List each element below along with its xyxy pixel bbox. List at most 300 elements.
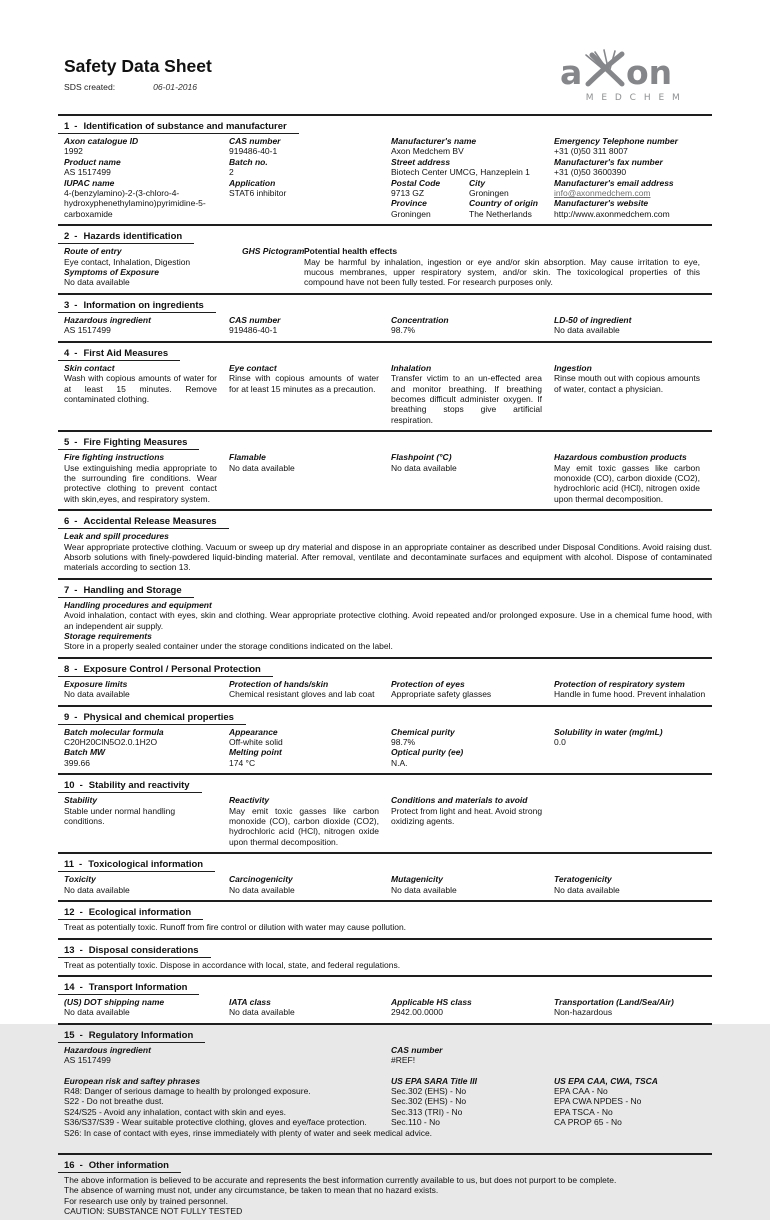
section-dash: - <box>74 347 78 359</box>
section-title-text: Information on ingredients <box>83 299 204 311</box>
field-label: Hazardous ingredient <box>64 1044 151 1055</box>
field-value: No data available <box>391 462 457 473</box>
section-title-text: Physical and chemical properties <box>83 711 234 723</box>
field-label: Applicable HS class <box>391 996 472 1007</box>
section-number: 12 <box>64 907 75 919</box>
field-value: 0.0 <box>554 737 566 748</box>
field-label: Product name <box>64 156 121 167</box>
epa-line: EPA CAA - No <box>554 1085 608 1096</box>
section-number: 16 <box>64 1159 75 1171</box>
section-dash: - <box>74 584 78 596</box>
column-batch <box>229 136 391 219</box>
field-value: Rinse mouth out with copious amounts of water, contact a physician. <box>554 373 700 394</box>
field-label: US EPA SARA Title III <box>391 1075 477 1086</box>
field-label: Hazardous ingredient <box>64 314 151 325</box>
field-label: LD-50 of ingredient <box>554 314 632 325</box>
field-protection-eyes <box>391 679 554 700</box>
field-value: 98.7% <box>391 737 416 748</box>
field-value: May emit toxic gasses like carbon monoxide (CO), carbon dioxide (CO2), hydrochloric acid (HCl), nitrogen oxide upon thermal decomposition. <box>229 805 379 847</box>
section-15-regulatory-information <box>58 1023 712 1141</box>
column-contact <box>554 136 712 219</box>
column-ghs-pictogram <box>242 246 304 288</box>
section-number: 5 <box>64 437 70 449</box>
field-value: 4-(benzylamino)-2-(3-chloro-4-hydroxyphenethylamino)pyrimidine-5-carboxamide <box>64 188 206 219</box>
row-postal-city <box>391 178 542 199</box>
section-body <box>58 1043 712 1141</box>
section-dash: - <box>74 437 78 449</box>
field-value: #REF! <box>391 1055 416 1066</box>
sara-line: Sec.313 (TRI) - No <box>391 1106 463 1117</box>
section-body <box>58 872 712 898</box>
field-label: Chemical purity <box>391 726 455 737</box>
field-toxicity <box>64 874 229 895</box>
field-fire-fighting-instructions <box>64 452 229 504</box>
section-body <box>58 677 712 703</box>
field-label: Carcinogenicity <box>229 874 293 885</box>
field-label: Flamable <box>229 452 266 463</box>
phrase-line: S26: In case of contact with eyes, rinse immediately with plenty of water and seek medical advice. <box>64 1127 433 1138</box>
section-text: Treat as potentially toxic. Dispose in accordance with local, state, and federal regulations. <box>64 959 401 970</box>
field-label: Street address <box>391 156 451 167</box>
phrase-line: R48: Danger of serious damage to health by prolonged exposure. <box>64 1085 311 1096</box>
section-title-text: Handling and Storage <box>83 584 182 596</box>
field-value: Handle in fume hood. Prevent inhalation <box>554 689 706 700</box>
axon-medchem-logo <box>558 48 710 109</box>
column-appearance-mp <box>229 727 391 769</box>
section-body <box>58 450 712 507</box>
disclaimer-line: The absence of warning must not, under any circumstance, be taken to mean that no hazard exists. <box>64 1185 439 1196</box>
field-value: Wash with copious amounts of water for at least 15 minutes. Remove contaminated clothing. <box>64 373 217 404</box>
section-5-fire-fighting-measures <box>58 430 712 507</box>
disclaimer-line: For research use only by trained personnel. <box>64 1195 228 1206</box>
field-fax-number <box>554 157 700 178</box>
section-title <box>58 982 199 995</box>
field-label: Batch no. <box>229 156 268 167</box>
field-label: Toxicity <box>64 874 96 885</box>
field-value: Chemical resistant gloves and lab coat <box>229 689 375 700</box>
section-title-text: Regulatory Information <box>88 1029 194 1041</box>
section-number: 11 <box>64 859 75 871</box>
column-health-effects <box>304 246 712 288</box>
field-value: Axon Medchem BV <box>391 146 464 157</box>
section-13-disposal-considerations <box>58 938 712 973</box>
field-label: Leak and spill procedures <box>64 531 169 542</box>
field-hs-class <box>391 997 554 1018</box>
phrase-line: S22 - Do not breathe dust. <box>64 1096 164 1107</box>
field-value: 399.66 <box>64 757 90 768</box>
logo-subtext: M E D C H E M <box>585 93 683 103</box>
field-label: (US) DOT shipping name <box>64 996 165 1007</box>
field-province <box>391 198 469 219</box>
section-title <box>58 907 203 920</box>
field-reactivity <box>229 795 391 847</box>
field-label: Application <box>229 177 276 188</box>
field-value: AS 1517499 <box>64 167 111 178</box>
column-solubility <box>554 727 712 769</box>
field-label: Protection of hands/skin <box>229 678 329 689</box>
field-ld50 <box>554 315 712 336</box>
field-value: Store in a properly sealed container under the storage conditions indicated on the label. <box>64 641 393 652</box>
section-1-identification <box>58 114 712 222</box>
section-title <box>58 300 216 313</box>
field-label: Melting point <box>229 747 282 758</box>
field-value: Biotech Center UMCG, Hanzeplein 1 <box>391 167 530 178</box>
sds-created-line <box>58 82 212 92</box>
section-title <box>58 437 199 450</box>
section-dash: - <box>74 516 78 528</box>
field-value: Use extinguishing media appropriate to the surrounding fire conditions. Wear protective clothing to prevent contact with skin,eyes, and respiratory system. <box>64 462 217 504</box>
field-hazardous-combustion-products <box>554 452 712 504</box>
field-value: 919486-40-1 <box>229 325 278 336</box>
field-application <box>229 178 379 199</box>
sara-line: Sec.302 (EHS) - No <box>391 1085 467 1096</box>
field-street-address <box>391 157 542 178</box>
field-label: Appearance <box>229 726 278 737</box>
row-province-country <box>391 198 542 219</box>
column-empty <box>563 795 712 847</box>
section-title <box>58 585 194 598</box>
field-batch-no <box>229 157 379 178</box>
field-flamable <box>229 452 391 504</box>
section-number: 6 <box>64 516 70 528</box>
section-title-text: Disposal considerations <box>88 944 199 956</box>
section-body <box>58 958 712 973</box>
field-hazardous-ingredient <box>64 1045 229 1066</box>
section-title-text: Other information <box>88 1159 169 1171</box>
column-empty <box>554 1045 712 1066</box>
section-body <box>58 529 712 576</box>
field-label: CAS number <box>229 136 281 146</box>
field-label: Exposure limits <box>64 678 128 689</box>
field-value: The Netherlands <box>469 208 532 219</box>
section-10-stability-and-reactivity <box>58 773 712 850</box>
field-value: C20H20ClN5O2.0.1H2O <box>64 737 158 748</box>
column-route <box>64 246 242 288</box>
section-title-text: Ecological information <box>88 907 192 919</box>
field-label: Route of entry <box>64 246 122 257</box>
field-sara-title-iii <box>391 1076 554 1138</box>
field-label: Reactivity <box>229 795 270 806</box>
field-label: CAS number <box>391 1044 443 1055</box>
website-url: http://www.axonmedchem.com <box>554 208 670 219</box>
column-purity <box>391 727 554 769</box>
field-label: Teratogenicity <box>554 874 612 885</box>
sds-created-label: SDS created: <box>64 82 116 92</box>
section-7-handling-and-storage <box>58 578 712 655</box>
document-header <box>58 46 712 112</box>
column-formula-mw <box>64 727 229 769</box>
field-label: Manufacturer's email address <box>554 177 674 188</box>
field-value: No data available <box>229 884 295 895</box>
section-2-hazards-identification <box>58 224 712 291</box>
section-title-text: Hazards identification <box>83 231 183 243</box>
section-number: 3 <box>64 299 70 311</box>
epa-line: CA PROP 65 - No <box>554 1117 622 1128</box>
sara-line: Sec.302 (EHS) - No <box>391 1096 467 1107</box>
field-eye-contact <box>229 363 391 425</box>
section-number: 1 <box>64 121 70 132</box>
section-dash: - <box>79 944 83 956</box>
field-postal-code <box>391 178 469 199</box>
sds-created-date: 06-01-2016 <box>153 82 198 92</box>
field-value: Rinse with copious amounts of water for at least 15 minutes as a precaution. <box>229 373 379 394</box>
field-emergency-phone <box>554 136 700 157</box>
field-epa-caa-cwa-tsca <box>554 1076 712 1138</box>
field-label: Province <box>391 198 427 209</box>
section-dash: - <box>79 859 83 871</box>
field-skin-contact <box>64 363 229 425</box>
section-dash: - <box>74 711 78 723</box>
field-label: Handling procedures and equipment <box>64 599 212 610</box>
field-value: May be harmful by inhalation, ingestion or eye and/or skin absorption. May cause irritation to eye, mucous membranes, upper respiratory system, and/or skin. The toxicological properties of this compound have not been fully tested. For research purposes only. <box>304 256 700 288</box>
section-number: 8 <box>64 663 70 675</box>
field-value: 98.7% <box>391 325 416 336</box>
field-city <box>469 178 542 199</box>
field-label: Conditions and materials to avoid <box>391 795 528 806</box>
field-label: CAS number <box>229 314 281 325</box>
field-value: Protect from light and heat. Avoid strong oxidizing agents. <box>391 805 543 827</box>
field-value: No data available <box>64 884 130 895</box>
section-number: 2 <box>64 231 70 243</box>
field-label: Solubility in water (mg/mL) <box>554 726 663 737</box>
section-title <box>58 1030 205 1043</box>
field-label: Flashpoint (°C) <box>391 452 452 463</box>
field-exposure-limits <box>64 679 229 700</box>
section-12-ecological-information <box>58 900 712 935</box>
field-value: May emit toxic gasses like carbon monoxide (CO), carbon dioxide (CO2), hydrochloric acid (HCl), nitrogen oxide upon thermal decomposition. <box>554 462 700 504</box>
field-label: Transportation (Land/Sea/Air) <box>554 996 674 1007</box>
axon-logo-icon <box>558 48 710 104</box>
section-title-text: Toxicological information <box>88 859 204 871</box>
field-label: IATA class <box>229 996 271 1007</box>
field-value: No data available <box>229 1007 295 1018</box>
field-value: No data available <box>554 325 620 336</box>
field-teratogenicity <box>554 874 712 895</box>
section-text: Treat as potentially toxic. Runoff from fire control or dilution with water may cause pollution. <box>64 922 407 933</box>
section-number: 7 <box>64 584 70 596</box>
section-title <box>58 348 180 361</box>
field-value: Avoid inhalation, contact with eyes, skin and clothing. Wear appropriate protective clothing. Avoid repeated and/or prolonged exposure. Use in a chemical fume hood, with an independent air supply. <box>64 610 712 631</box>
field-label: City <box>469 177 486 188</box>
field-value: Transfer victim to an un-effected area and monitor breathing. If breathing becomes difficult administer oxygen. If breathing stops give artificial respiration. <box>391 373 542 425</box>
field-label: Axon catalogue ID <box>64 136 139 146</box>
section-title-text: Transport Information <box>88 981 188 993</box>
field-conditions-to-avoid <box>391 795 563 847</box>
logo-letters-on: on <box>626 53 673 92</box>
field-label: Concentration <box>391 314 449 325</box>
field-label: Inhalation <box>391 362 432 373</box>
column-empty <box>229 1045 391 1066</box>
epa-line: EPA TSCA - No <box>554 1106 613 1117</box>
field-label: US EPA CAA, CWA, TSCA <box>554 1075 658 1086</box>
field-email-address <box>554 178 700 199</box>
field-flashpoint <box>391 452 554 504</box>
section-body <box>58 1173 712 1220</box>
field-value: 1992 <box>64 146 83 157</box>
section-body <box>58 134 712 222</box>
field-value: No data available <box>229 462 295 473</box>
section-body <box>58 244 712 291</box>
section-title <box>58 516 229 529</box>
section-number: 13 <box>64 944 75 956</box>
page-title: Safety Data Sheet <box>64 56 212 76</box>
field-label: Stability <box>64 795 98 806</box>
field-label: Skin contact <box>64 362 115 373</box>
spacer <box>64 1066 712 1076</box>
section-title-text: Accidental Release Measures <box>83 516 217 528</box>
field-label: Manufacturer's fax number <box>554 156 663 167</box>
section-number: 9 <box>64 711 70 723</box>
field-label: IUPAC name <box>64 177 115 188</box>
section-dash: - <box>79 1029 83 1041</box>
logo-x-glyph <box>586 50 622 84</box>
disclaimer-line: The above information is believed to be accurate and represents the best information currently available to us, but does not purport to be complete. <box>64 1174 617 1185</box>
field-value: Eye contact, Inhalation, Digestion <box>64 256 191 267</box>
section-title <box>58 780 202 793</box>
section-dash: - <box>79 981 83 993</box>
section-body <box>58 361 712 428</box>
field-country-of-origin <box>469 198 542 219</box>
field-axon-catalogue-id <box>64 136 217 157</box>
section-title <box>58 945 211 958</box>
section-16-other-information <box>58 1153 712 1220</box>
section-title-text: Stability and reactivity <box>88 780 190 792</box>
section-dash: - <box>74 663 78 675</box>
field-value: +31 (0)50 311 8007 <box>554 146 628 157</box>
email-link[interactable]: info@axonmedchem.com <box>554 188 651 199</box>
field-value: Off-white solid <box>229 737 283 748</box>
field-value: STAT6 inhibitor <box>229 188 287 199</box>
section-body <box>58 725 712 772</box>
column-manufacturer <box>391 136 554 219</box>
section-dash: - <box>79 1159 83 1171</box>
section-title <box>58 121 299 134</box>
section-title-text: First Aid Measures <box>83 347 169 359</box>
field-cas-number <box>229 315 391 336</box>
section-14-transport-information <box>58 975 712 1021</box>
section-title <box>58 231 194 244</box>
section-11-toxicological-information <box>58 852 712 898</box>
field-value: 2942.00.0000 <box>391 1007 443 1018</box>
field-label: Fire fighting instructions <box>64 452 165 463</box>
section-number: 10 <box>64 780 75 792</box>
field-value: +31 (0)50 3600390 <box>554 167 627 178</box>
field-label: Batch molecular formula <box>64 726 164 737</box>
field-value: Groningen <box>391 208 431 219</box>
section-number: 4 <box>64 347 70 359</box>
section-dash: - <box>74 299 78 311</box>
field-label: Ingestion <box>554 362 592 373</box>
section-dash: - <box>79 780 83 792</box>
field-value: N.A. <box>391 757 408 768</box>
field-iata-class <box>229 997 391 1018</box>
field-cas-number <box>229 136 379 157</box>
field-label: Optical purity (ee) <box>391 747 464 758</box>
field-value: 9713 GZ <box>391 188 425 199</box>
field-value: AS 1517499 <box>64 1055 111 1066</box>
field-label: Batch MW <box>64 747 106 758</box>
section-6-accidental-release-measures <box>58 509 712 576</box>
section-dash: - <box>79 907 83 919</box>
section-number: 14 <box>64 981 75 993</box>
field-ingestion <box>554 363 712 425</box>
section-8-exposure-control <box>58 657 712 703</box>
section-title-text: Fire Fighting Measures <box>83 437 188 449</box>
section-title <box>58 712 246 725</box>
field-label: Mutagenicity <box>391 874 443 885</box>
field-label: GHS Pictogram <box>242 246 305 257</box>
section-title <box>58 859 215 872</box>
section-body <box>58 920 712 935</box>
regulatory-ingredient-row <box>64 1045 712 1066</box>
field-label: Protection of eyes <box>391 678 465 689</box>
field-value: Groningen <box>469 188 509 199</box>
section-3-information-on-ingredients <box>58 293 712 339</box>
section-body <box>58 995 712 1021</box>
logo-letter-a: a <box>560 53 583 92</box>
field-website <box>554 198 700 219</box>
field-value: Wear appropriate protective clothing. Vacuum or sweep up dry material and dispose in an appropriate container as described under Disposal Conditions. Avoid raising dust. Absorb solutions with finely-powdered liquid-binding material. After removal, ventilate and decontaminate surfaces and equipment with alcohol. Dispose of contaminated materials according to section 13. <box>64 541 712 573</box>
field-label: Eye contact <box>229 362 277 373</box>
section-title-text: Identification of substance and manufacturer <box>83 121 287 132</box>
field-iupac-name <box>64 178 217 220</box>
field-label: Postal Code <box>391 177 441 188</box>
field-transportation <box>554 997 712 1018</box>
field-value: AS 1517499 <box>64 325 111 336</box>
field-manufacturer-name <box>391 136 542 157</box>
section-body <box>58 313 712 339</box>
field-dot-shipping-name <box>64 997 229 1018</box>
regulatory-phrases-row <box>64 1076 712 1138</box>
phrase-line: S24/S25 - Avoid any inhalation, contact with skin and eyes. <box>64 1106 286 1117</box>
field-hazardous-ingredient <box>64 315 229 336</box>
field-label: Manufacturer's name <box>391 136 477 146</box>
epa-line: EPA CWA NPDES - No <box>554 1096 642 1107</box>
field-label: Symptoms of Exposure <box>64 267 159 278</box>
field-label: Hazardous combustion products <box>554 452 687 463</box>
field-value: No data available <box>64 1007 130 1018</box>
section-body <box>58 598 712 655</box>
field-label: Protection of respiratory system <box>554 678 685 689</box>
column-identity <box>64 136 229 219</box>
section-body <box>58 793 712 850</box>
field-value: 2 <box>229 167 234 178</box>
field-label: Potential health effects <box>304 246 398 257</box>
field-value: 174 °C <box>229 757 256 768</box>
field-mutagenicity <box>391 874 554 895</box>
field-label: Country of origin <box>469 198 538 209</box>
field-cas-number <box>391 1045 554 1066</box>
field-label: European risk and saftey phrases <box>64 1075 201 1086</box>
section-9-physical-chemical-properties <box>58 705 712 772</box>
field-value: Appropriate safety glasses <box>391 689 492 700</box>
section-dash: - <box>74 121 78 132</box>
section-4-first-aid-measures <box>58 341 712 428</box>
field-value: No data available <box>554 884 620 895</box>
field-value: No data available <box>64 277 130 288</box>
field-concentration <box>391 315 554 336</box>
sara-line: Sec.110 - No <box>391 1117 440 1128</box>
section-dash: - <box>74 231 78 243</box>
field-protection-hands-skin <box>229 679 391 700</box>
section-title <box>58 1160 181 1173</box>
field-value: 919486-40-1 <box>229 146 278 157</box>
field-label: Manufacturer's website <box>554 198 649 209</box>
field-protection-respiratory <box>554 679 712 700</box>
field-stability <box>64 795 229 847</box>
field-value: No data available <box>391 884 457 895</box>
caution-line: CAUTION: SUBSTANCE NOT FULLY TESTED <box>64 1206 243 1217</box>
